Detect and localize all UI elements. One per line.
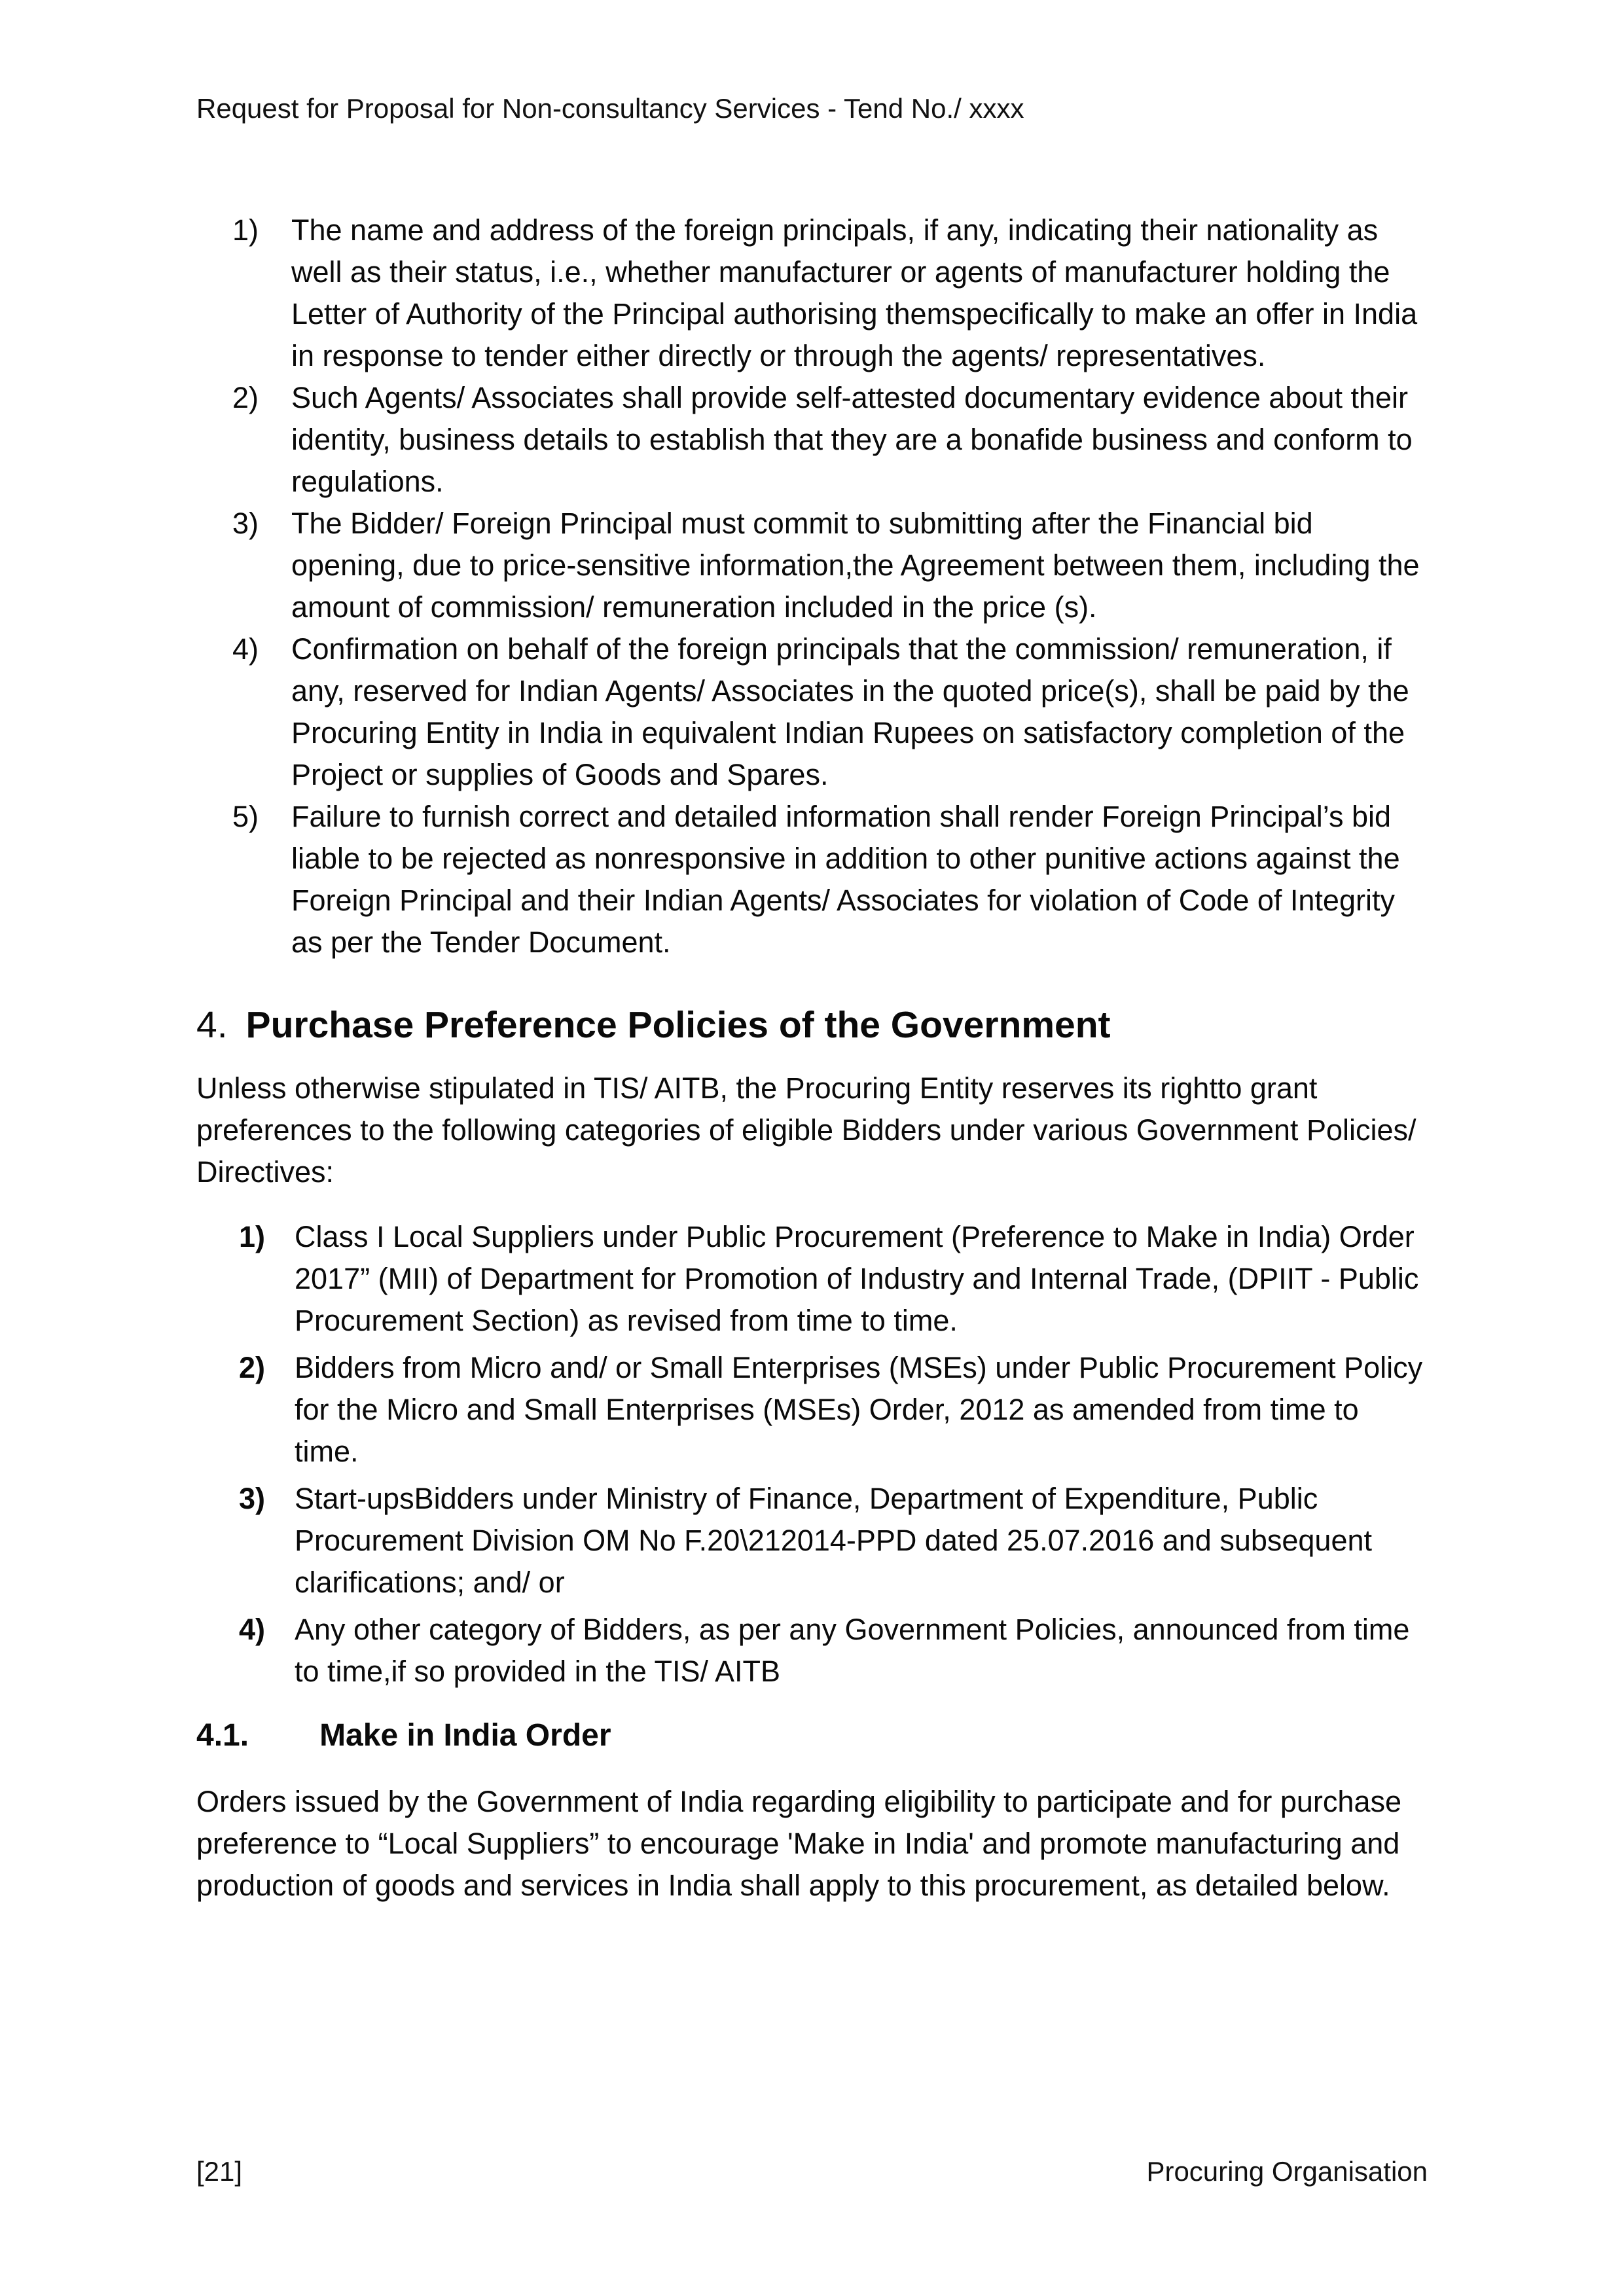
document-header: Request for Proposal for Non-consultancy Services - Tend No./ xxxx bbox=[196, 93, 1024, 124]
list-item-number: 4) bbox=[239, 1613, 266, 1646]
list-item bbox=[196, 1216, 1428, 1342]
list-item-number: 3) bbox=[239, 1482, 266, 1515]
list-item-number: 2) bbox=[232, 381, 259, 414]
agents-associates-list bbox=[196, 209, 1428, 963]
list-item-text: The Bidder/ Foreign Principal must commit to submitting after the Financial bid opening, due to price-sensitive information,the Agreement between them, including the amount of commission/ remuneration included in the price (s). bbox=[291, 507, 1420, 624]
section-number: 4. bbox=[196, 1004, 228, 1046]
list-item-text: The name and address of the foreign principals, if any, indicating their nationality as well as their status, i.e., whether manufacturer or agents of manufacturer holding the Letter of Authority of the Principal authorising themspecifically to make an offer in India in response to tender either directly or through the agents/ representatives. bbox=[291, 213, 1418, 372]
subsection-body-paragraph: Orders issued by the Government of India regarding eligibility to participate and for purchase preference to “Local Suppliers” to encourage 'Make in India' and promote manufacturing and production of goods and services in India shall apply to this procurement, as detailed below. bbox=[196, 1785, 1402, 1902]
subsection-number: 4.1. bbox=[196, 1718, 249, 1753]
section-heading-purchase-preference bbox=[196, 999, 1428, 1051]
list-item-number: 1) bbox=[232, 213, 259, 247]
section-intro-paragraph: Unless otherwise stipulated in TIS/ AITB, the Procuring Entity reserves its rightto grant preferences to the following categories of eligible Bidders under various Government Policies/ Directives: bbox=[196, 1071, 1416, 1189]
preference-categories-list bbox=[196, 1216, 1428, 1693]
list-item bbox=[196, 1478, 1428, 1604]
list-item bbox=[196, 377, 1428, 503]
list-item-number: 4) bbox=[232, 632, 259, 666]
list-item bbox=[196, 503, 1428, 628]
footer-organisation: Procuring Organisation bbox=[1146, 2156, 1428, 2187]
list-item-text: Failure to furnish correct and detailed information shall render Foreign Principal’s bid liable to be rejected as nonresponsive in addition to other punitive actions against the Foreign Principal and their Indian Agents/ Associates for violation of Code of Integrity as per the Tender Document. bbox=[291, 800, 1400, 959]
list-item-number: 3) bbox=[232, 507, 259, 540]
section-title: Purchase Preference Policies of the Government bbox=[245, 1004, 1111, 1046]
list-item-text: Bidders from Micro and/ or Small Enterprises (MSEs) under Public Procurement Policy for the Micro and Small Enterprises (MSEs) Order, 2012 as amended from time to time. bbox=[295, 1351, 1423, 1468]
subsection-heading-make-in-india bbox=[196, 1714, 1428, 1757]
list-item-text: Any other category of Bidders, as per any Government Policies, announced from time to time,if so provided in the TIS/ AITB bbox=[295, 1613, 1410, 1688]
list-item-text: Class I Local Suppliers under Public Procurement (Preference to Make in India) Order 2017” (MII) of Department for Promotion of Industry and Internal Trade, (DPIIT - Public Procurement Section) as revised from time to time. bbox=[295, 1220, 1419, 1337]
list-item-text: Such Agents/ Associates shall provide self-attested documentary evidence about their identity, business details to establish that they are a bonafide business and conform to regulations. bbox=[291, 381, 1413, 498]
list-item bbox=[196, 209, 1428, 377]
list-item bbox=[196, 796, 1428, 963]
list-item-number: 5) bbox=[232, 800, 259, 833]
list-item bbox=[196, 1347, 1428, 1473]
list-item bbox=[196, 1609, 1428, 1693]
list-item-number: 2) bbox=[239, 1351, 266, 1384]
list-item-text: Start-upsBidders under Ministry of Finance, Department of Expenditure, Public Procurement Division OM No F.20\212014-PPD dated 25.07.2016 and subsequent clarifications; and/ or bbox=[295, 1482, 1373, 1599]
list-item-text: Confirmation on behalf of the foreign principals that the commission/ remuneration, if any, reserved for Indian Agents/ Associates in the quoted price(s), shall be paid by the Procuring Entity in India in equivalent Indian Rupees on satisfactory completion of the Project or supplies of Goods and Spares. bbox=[291, 632, 1409, 791]
list-item-number: 1) bbox=[239, 1220, 266, 1253]
page-number: [21] bbox=[196, 2156, 243, 2187]
list-item bbox=[196, 628, 1428, 796]
page-footer bbox=[196, 2155, 1428, 2189]
subsection-title: Make in India Order bbox=[319, 1718, 611, 1753]
